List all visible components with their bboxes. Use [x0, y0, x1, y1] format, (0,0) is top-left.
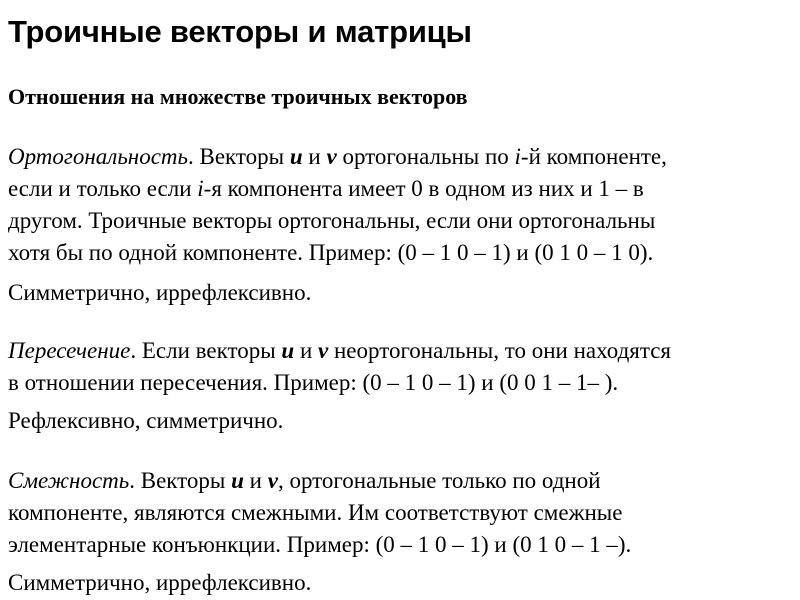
orthogonality-term: Ортогональность — [8, 144, 188, 169]
vector-v: v — [318, 338, 329, 363]
orthogonality-properties: Симметрично, иррефлексивно. — [8, 280, 312, 305]
intersection-term: Пересечение — [8, 338, 131, 363]
intersection-definition — [8, 335, 792, 399]
definition-line: компоненте, являются смежными. Им соответствуют смежные — [8, 500, 623, 525]
text-fragment: неортогональны, то они находятся — [328, 338, 671, 363]
adjacency-properties: Симметрично, иррефлексивно. — [8, 570, 312, 595]
definition-line: другом. Троичные векторы ортогональны, если они ортогональны — [8, 208, 656, 233]
text-fragment: и — [302, 144, 327, 169]
text-fragment: . Векторы — [188, 144, 290, 169]
text-fragment: . Векторы — [129, 468, 232, 493]
definition-line — [8, 465, 792, 497]
definition-line — [8, 173, 792, 205]
text-fragment: -я компонента имеет 0 в одном из них и 1 – в — [203, 176, 644, 201]
text-fragment: -й компоненте, — [520, 144, 667, 169]
page-title: Троичные векторы и матрицы — [8, 14, 472, 49]
intersection-properties: Рефлексивно, симметрично. — [8, 408, 284, 433]
text-fragment: и — [243, 468, 268, 493]
vector-v: v — [326, 144, 337, 169]
orthogonality-section — [8, 141, 792, 309]
vector-u: u — [281, 338, 295, 363]
definition-line: хотя бы по одной компоненте. Пример: (0 – 1 0 – 1) и (0 1 0 – 1 0). — [8, 240, 654, 265]
orthogonality-definition — [8, 141, 792, 269]
slide — [8, 0, 792, 600]
definition-line — [8, 141, 792, 173]
text-fragment: . Если векторы — [130, 338, 282, 363]
intersection-section — [8, 335, 792, 437]
text-fragment: если и только если — [8, 176, 198, 201]
index-i: i — [514, 144, 521, 169]
section-subtitle: Отношения на множестве троичных векторов — [8, 84, 468, 109]
vector-u: u — [231, 468, 244, 493]
definition-line: элементарные конъюнкции. Пример: (0 – 1 0 – 1) и (0 1 0 – 1 –). — [8, 532, 632, 557]
index-i: i — [197, 176, 204, 201]
text-fragment: , ортогональные только по одной — [277, 468, 601, 493]
adjacency-section — [8, 465, 792, 599]
adjacency-definition — [8, 465, 792, 561]
text-fragment: ортогональны по — [336, 144, 515, 169]
definition-line — [8, 335, 792, 367]
vector-v: v — [267, 468, 278, 493]
text-fragment: и — [294, 338, 319, 363]
vector-u: u — [289, 144, 303, 169]
definition-line: в отношении пересечения. Пример: (0 – 1 0 – 1) и (0 0 1 – 1– ). — [8, 370, 619, 395]
adjacency-term: Смежность — [8, 468, 130, 493]
